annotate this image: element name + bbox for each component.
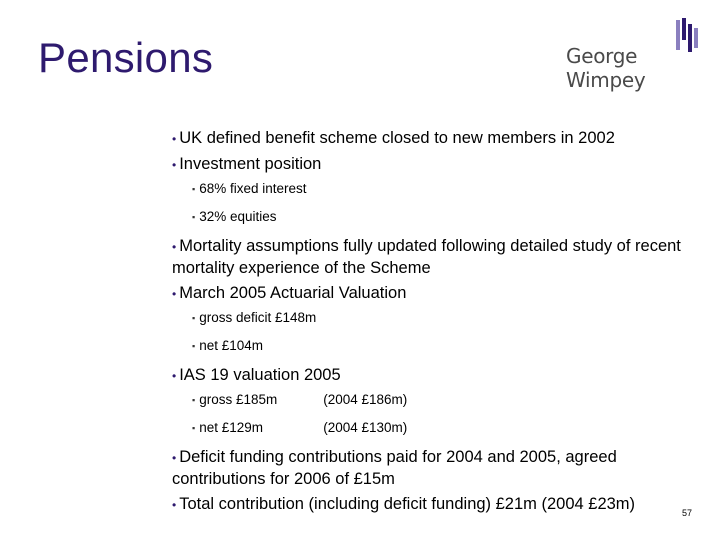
square-bullet-icon: ▪: [192, 313, 196, 323]
bullet-item: • IAS 19 valuation 2005: [172, 366, 341, 384]
bullet-icon: •: [172, 498, 177, 512]
square-bullet-icon: ▪: [192, 341, 196, 351]
sub-bullet-item: ▪ gross £185m (2004 £186m): [192, 392, 408, 407]
bullet-icon: •: [172, 240, 177, 254]
bullet-icon: •: [172, 369, 177, 383]
square-bullet-icon: ▪: [192, 212, 196, 222]
bullet-item: • UK defined benefit scheme closed to new members in 2002: [172, 129, 615, 147]
sub-bullet-item: ▪ net £104m: [192, 338, 263, 353]
bullet-item: • Total contribution (including deficit funding) £21m (2004 £23m): [172, 495, 636, 513]
sub-bullet-item: ▪ net £129m (2004 £130m): [192, 420, 408, 435]
bullet-icon: •: [172, 132, 177, 146]
bullet-item: • Mortality assumptions fully updated following detailed study of recent mortality experience of the Scheme: [172, 237, 681, 277]
page-title: Pensions: [38, 34, 214, 81]
sub-bullet-item: ▪ 32% equities: [192, 209, 277, 224]
bullet-item: • March 2005 Actuarial Valuation: [172, 284, 407, 302]
page-number: 57: [681, 508, 692, 518]
square-bullet-icon: ▪: [192, 395, 196, 405]
bullet-icon: •: [172, 451, 177, 465]
square-bullet-icon: ▪: [192, 184, 196, 194]
bullet-icon: •: [172, 158, 177, 172]
bullet-item: • Investment position: [172, 155, 322, 173]
bullet-item: • Deficit funding contributions paid for 2004 and 2005, agreed contributions for 2006 of £15m: [172, 448, 617, 488]
sub-bullet-item: ▪ gross deficit £148m: [192, 310, 317, 325]
logo-text: George Wimpey: [566, 44, 646, 92]
square-bullet-icon: ▪: [192, 423, 196, 433]
sub-bullet-item: ▪ 68% fixed interest: [192, 181, 307, 196]
bullet-icon: •: [172, 287, 177, 301]
bullet-list: [172, 128, 702, 520]
